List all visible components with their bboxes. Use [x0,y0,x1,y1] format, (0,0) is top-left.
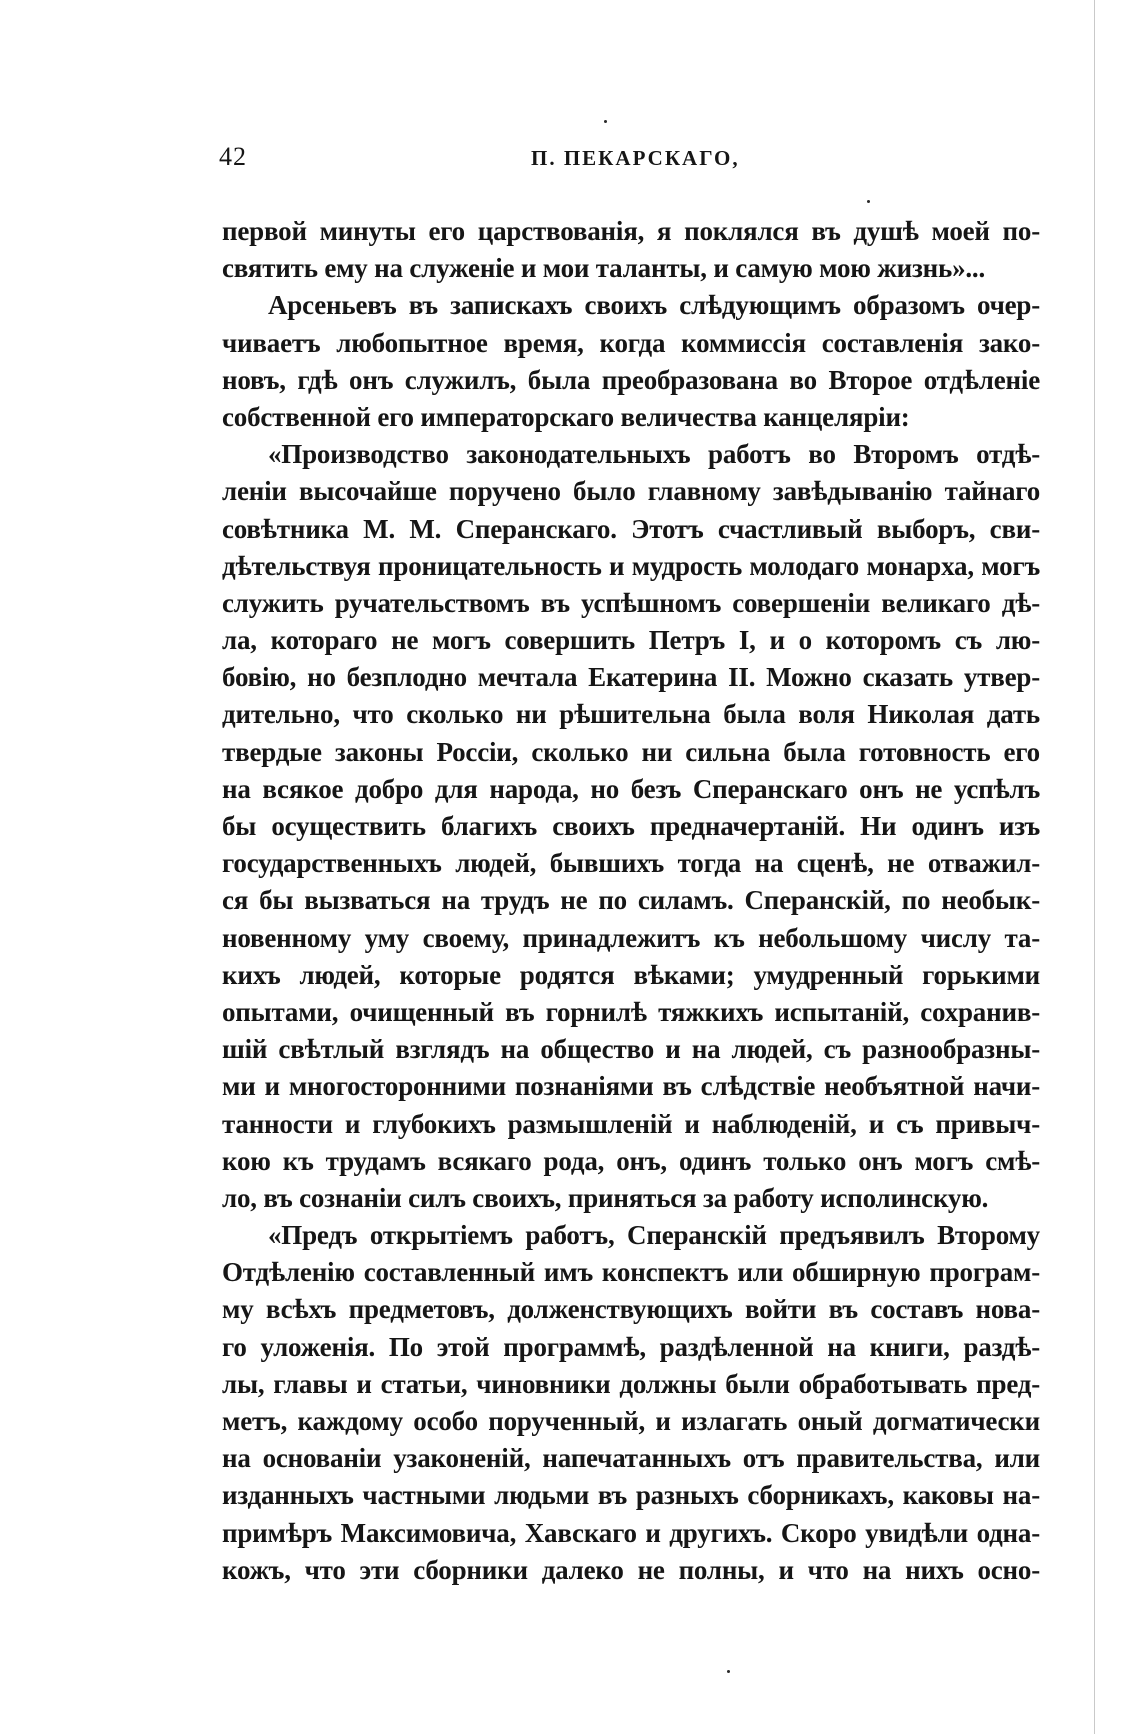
text-line: ла, котораго не могъ совершить Петръ I, и о которомъ съ лю- [222,625,1040,656]
text-line: кожъ, что эти сборники далеко не полны, и что на нихъ осно- [222,1554,1040,1585]
text-line: бы осуществить благихъ своихъ предначертаній. Ни одинъ изъ [222,811,1040,841]
text-line: ми и многосторонними познаніями въ слѣдствіе необъятной начи- [222,1071,1040,1102]
text-line: дительно, что сколько ни рѣшительна была воля Николая дать [222,699,1040,730]
print-speck [727,1670,730,1673]
text-line: «Производство законодательныхъ работъ во Второмъ отдѣ- [268,439,1040,470]
text-line: ся бы вызваться на трудъ не по силамъ. Сперанскій, по необык- [222,885,1040,916]
text-line: «Предъ открытіемъ работъ, Сперанскій предъявилъ Второму [268,1220,1040,1251]
page-edge-line [1094,0,1095,1734]
text-line: совѣтника М. М. Сперанскаго. Этотъ счастливый выборъ, сви- [222,513,1040,544]
text-line: бовію, но безплодно мечтала Екатерина II. Можно сказать утвер- [222,662,1040,693]
text-line: новъ, гдѣ онъ служилъ, была преобразована во Второе отдѣленіе [222,364,1040,395]
page-header [215,142,1045,182]
text-line: метъ, каждому особо порученный, и излагать оный догматически [222,1406,1040,1436]
text-line: первой минуты его царствованія, я поклялся въ душѣ моей по- [222,216,1040,246]
text-line: новенному уму своему, принадлежитъ къ небольшому числу та- [222,922,1040,953]
page-number: 42 [219,142,247,171]
text-line: служить ручательствомъ въ успѣшномъ совершеніи великаго дѣ- [222,587,1040,618]
text-line: Арсеньевъ въ запискахъ своихъ слѣдующимъ образомъ очер- [268,290,1040,321]
text-line: го уложенія. По этой программѣ, раздѣленной на книги, раздѣ- [222,1331,1040,1362]
print-speck [867,200,870,203]
text-line: ло, въ сознаніи силъ своихъ, приняться за работу исполинскую. [222,1182,989,1213]
body-text [222,213,1040,1589]
text-line: дѣтельствуя проницательность и мудрость молодаго монарха, могъ [222,550,1040,581]
text-line: на основаніи узаконеній, напечатанныхъ отъ правительства, или [222,1443,1040,1474]
text-line: кихъ людей, которые родятся вѣками; умудренный горькими [222,959,1040,990]
text-line: Отдѣленію составленный имъ конспектъ или обширную програм- [222,1257,1040,1288]
print-speck [604,120,607,123]
text-line: на всякое добро для народа, но безъ Сперанскаго онъ не успѣлъ [222,773,1040,804]
text-line: чиваетъ любопытное время, когда коммиссія составленія зако- [222,327,1040,358]
text-line: собственной его императорскаго величества канцеляріи: [222,401,910,432]
text-line: кою къ трудамъ всякаго рода, онъ, одинъ только онъ могъ смѣ- [222,1145,1040,1176]
text-line: твердые законы Россіи, сколько ни сильна была готовность его [222,736,1040,767]
text-line: лы, главы и статьи, чиновники должны были обработывать пред- [222,1368,1040,1399]
text-line: опытами, очищенный въ горнилѣ тяжкихъ испытаній, сохранив- [222,996,1040,1027]
text-line: святить ему на служеніе и мои таланты, и самую мою жизнь»... [222,253,986,284]
text-line: леніи высочайше поручено было главному завѣдыванію тайнаго [222,476,1040,507]
text-line: изданныхъ частными людьми въ разныхъ сборникахъ, каковы на- [222,1480,1040,1511]
text-line: му всѣхъ предметовъ, долженствующихъ войти въ составъ нова- [222,1294,1040,1325]
text-line: государственныхъ людей, бывшихъ тогда на сценѣ, не отважил- [222,848,1040,879]
text-line: шій свѣтлый взглядъ на общество и на людей, съ разнообразны- [222,1034,1040,1065]
text-line: танности и глубокихъ размышленій и наблюденій, и съ привыч- [222,1108,1040,1139]
text-line: примѣръ Максимовича, Хавскаго и другихъ. Скоро увидѣли однa- [222,1517,1040,1548]
running-head: П. ПЕКАРСКАГО, [531,146,740,170]
